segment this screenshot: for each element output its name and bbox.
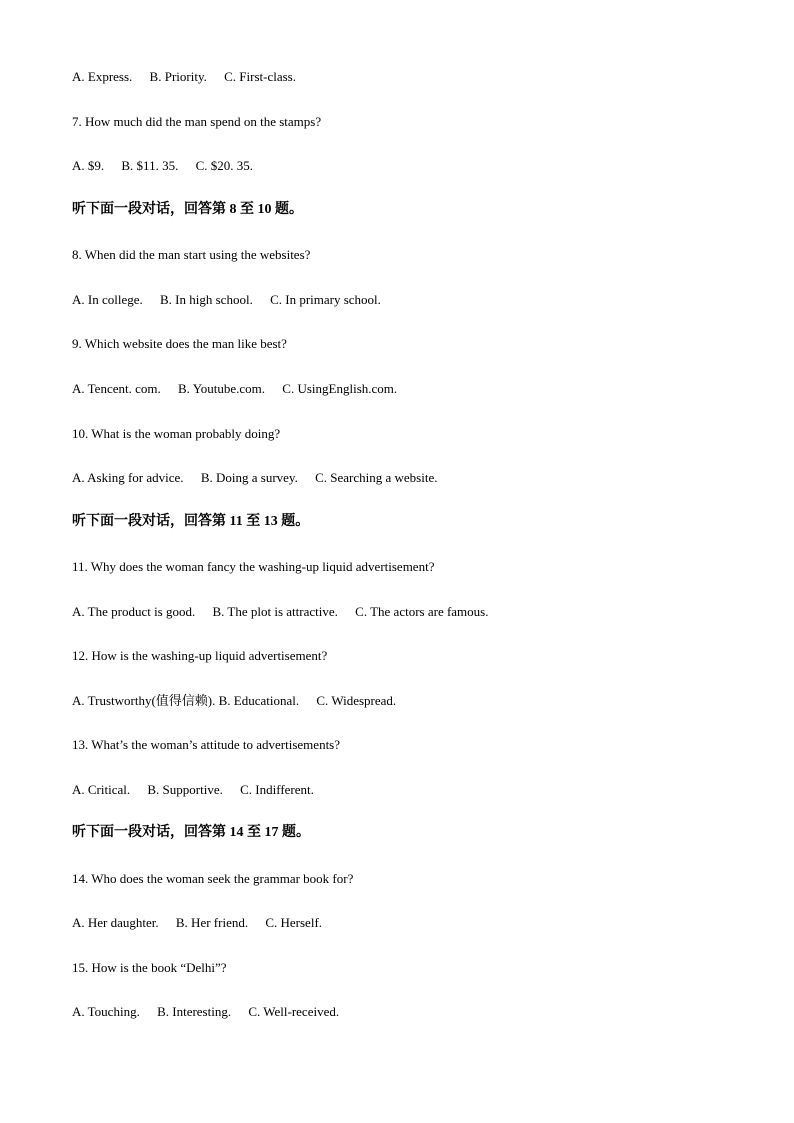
option-a: A. The product is good.: [72, 604, 196, 619]
option-c: C. Searching a website.: [315, 470, 438, 485]
option-c: C. Widespread.: [316, 693, 397, 708]
option-b: B. Youtube.com.: [178, 381, 266, 396]
option-c: C. First-class.: [224, 69, 296, 84]
option-b: B. $11. 35.: [121, 158, 179, 173]
options-line: [72, 693, 396, 709]
option-c: C. Indifferent.: [240, 782, 314, 797]
option-b: B. Priority.: [149, 69, 207, 84]
option-b: B. Interesting.: [157, 1004, 232, 1019]
option-a: A. Tencent. com.: [72, 381, 161, 396]
question-8: 8. When did the man start using the websites?: [72, 247, 311, 262]
options-line: [72, 782, 314, 798]
question-7: 7. How much did the man spend on the stamps?: [72, 114, 322, 129]
option-c: C. Herself.: [265, 915, 323, 930]
question-14: 14. Who does the woman seek the grammar book for?: [72, 871, 354, 886]
option-c: C. $20. 35.: [195, 158, 254, 173]
option-a-b: A. Trustworthy(值得信赖). B. Educational.: [72, 693, 300, 708]
options-line: [72, 381, 397, 397]
option-c: C. UsingEnglish.com.: [282, 381, 398, 396]
options-line: [72, 69, 296, 85]
options-line: [72, 915, 322, 931]
option-a: A. Touching.: [72, 1004, 140, 1019]
option-a: A. In college.: [72, 292, 143, 307]
option-b: B. Doing a survey.: [200, 470, 298, 485]
option-a: A. Her daughter.: [72, 915, 159, 930]
option-b: B. Supportive.: [147, 782, 223, 797]
option-b: B. The plot is attractive.: [212, 604, 338, 619]
option-b: B. In high school.: [160, 292, 253, 307]
option-c: C. The actors are famous.: [355, 604, 489, 619]
option-c: C. In primary school.: [270, 292, 381, 307]
options-line: [72, 292, 381, 308]
question-12: 12. How is the washing-up liquid advertisement?: [72, 648, 328, 663]
options-line: [72, 470, 437, 486]
question-15: 15. How is the book “Delhi”?: [72, 960, 227, 975]
options-line: [72, 1004, 339, 1020]
options-line: [72, 604, 488, 620]
option-a: A. $9.: [72, 158, 105, 173]
section-heading: 听下面一段对话，回答第 8 至 10 题。: [72, 202, 303, 217]
option-a: A. Asking for advice.: [72, 470, 184, 485]
question-10: 10. What is the woman probably doing?: [72, 426, 281, 441]
option-a: A. Critical.: [72, 782, 131, 797]
option-b: B. Her friend.: [175, 915, 249, 930]
options-line: [72, 158, 253, 174]
question-13: 13. What’s the woman’s attitude to advertisements?: [72, 737, 341, 752]
option-a: A. Express.: [72, 69, 133, 84]
question-9: 9. Which website does the man like best?: [72, 336, 287, 351]
question-11: 11. Why does the woman fancy the washing-up liquid advertisement?: [72, 559, 435, 574]
section-heading: 听下面一段对话，回答第 14 至 17 题。: [72, 825, 310, 840]
option-c: C. Well-received.: [248, 1004, 340, 1019]
section-heading: 听下面一段对话，回答第 11 至 13 题。: [72, 514, 310, 529]
